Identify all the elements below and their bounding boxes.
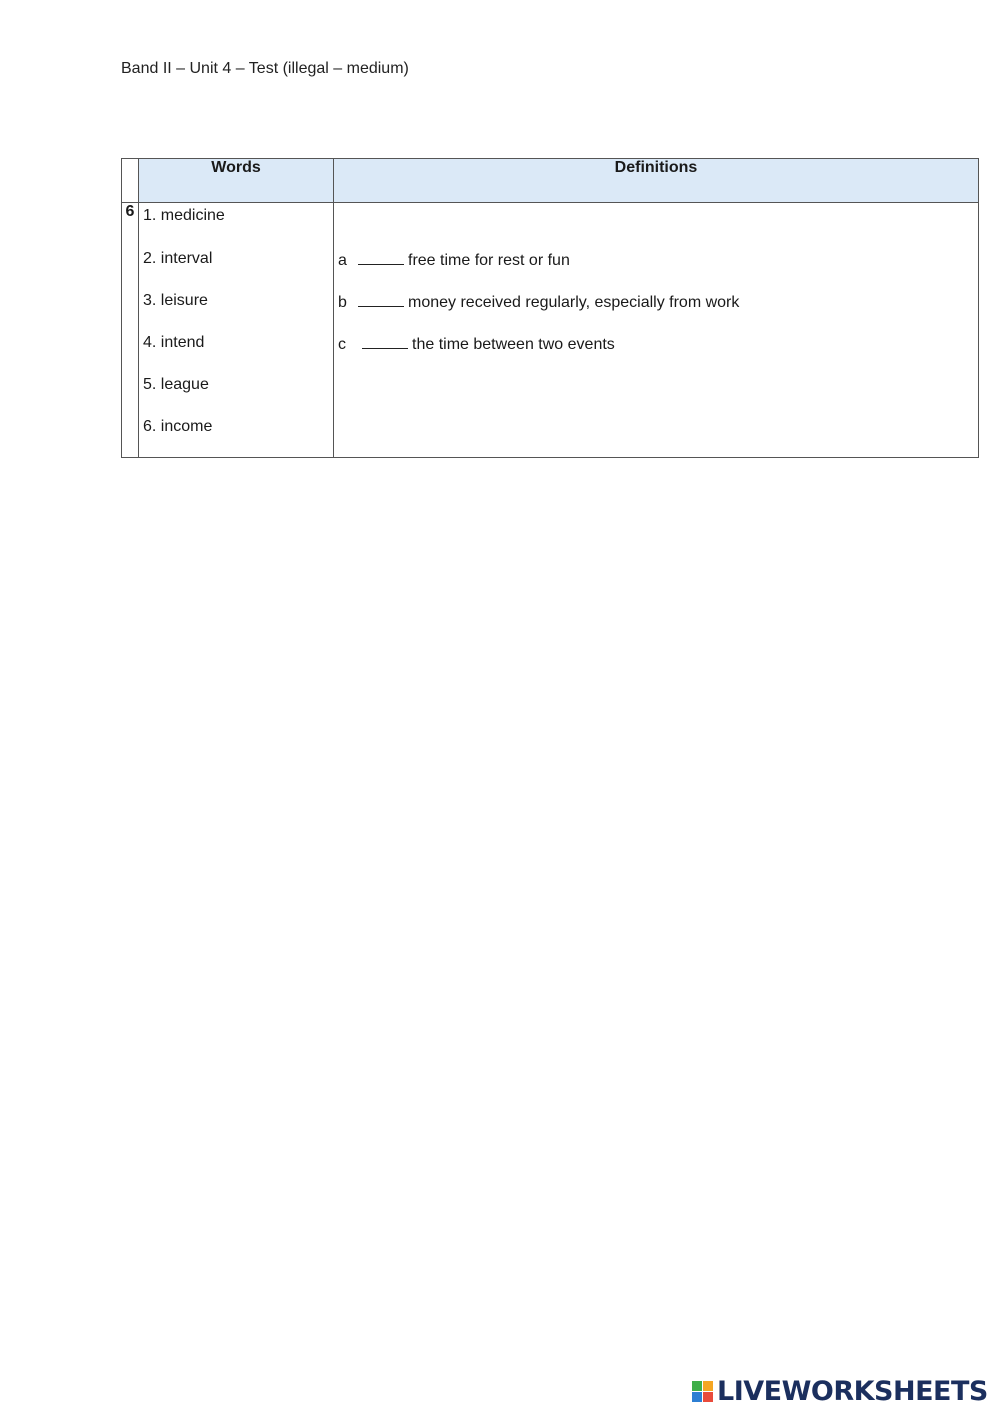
words-column-header: Words xyxy=(139,159,334,203)
definition-letter: a xyxy=(338,252,347,269)
definitions-cell xyxy=(334,203,979,458)
definition-item xyxy=(338,334,615,354)
word-item: 5. league xyxy=(143,376,209,393)
answer-blank[interactable] xyxy=(358,250,404,265)
page-title: Band II – Unit 4 – Test (illegal – medium) xyxy=(121,60,409,77)
liveworksheets-logo-icon xyxy=(692,1381,713,1402)
header-corner-cell xyxy=(122,159,139,203)
liveworksheets-brand xyxy=(692,1376,988,1406)
table-header-row xyxy=(122,159,979,203)
words-cell xyxy=(139,203,334,458)
word-item: 1. medicine xyxy=(143,207,225,224)
table-body-row xyxy=(122,203,979,458)
definition-item xyxy=(338,292,739,312)
definition-letter: c xyxy=(338,336,346,353)
answer-blank[interactable] xyxy=(358,292,404,307)
question-number: 6 xyxy=(122,203,139,458)
word-item: 3. leisure xyxy=(143,292,208,309)
word-item: 4. intend xyxy=(143,334,205,351)
word-item: 2. interval xyxy=(143,250,213,267)
definition-text: free time for rest or fun xyxy=(408,252,570,269)
definition-text: the time between two events xyxy=(412,336,615,353)
definition-letter: b xyxy=(338,294,347,311)
definition-item xyxy=(338,250,570,270)
definition-text: money received regularly, especially from work xyxy=(408,294,740,311)
brand-name: LIVEWORKSHEETS xyxy=(717,1375,988,1407)
matching-table xyxy=(121,158,979,458)
word-item: 6. income xyxy=(143,418,213,435)
answer-blank[interactable] xyxy=(362,334,408,349)
definitions-column-header: Definitions xyxy=(334,159,979,203)
